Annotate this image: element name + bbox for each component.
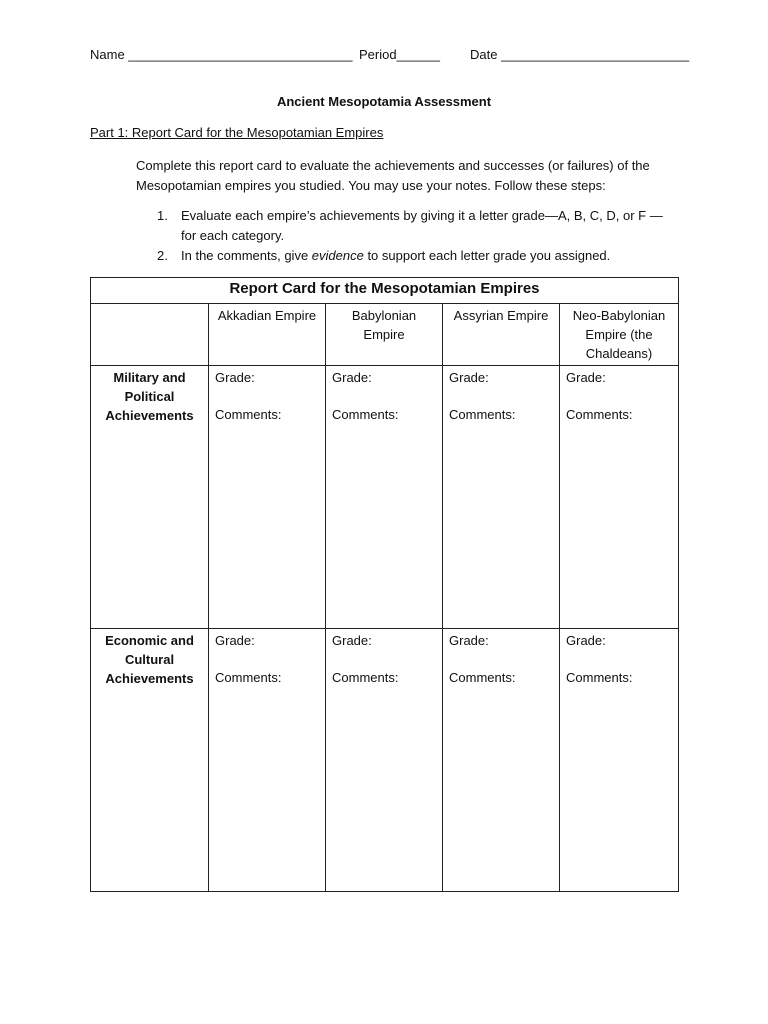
grade-cell[interactable] xyxy=(326,366,443,629)
column-header: Neo-Babylonian Empire (the Chaldeans) xyxy=(560,304,679,366)
column-header: Babylonian Empire xyxy=(326,304,443,366)
report-card-table xyxy=(90,277,679,892)
name-field[interactable]: Name _______________________________ xyxy=(90,47,353,62)
grade-label: Grade: xyxy=(332,370,372,385)
period-field[interactable]: Period______ xyxy=(359,47,440,62)
grade-label: Grade: xyxy=(332,633,372,648)
step-text: In the comments, give xyxy=(181,248,312,263)
grade-cell[interactable] xyxy=(209,366,326,629)
grade-label: Grade: xyxy=(449,370,489,385)
document-title: Ancient Mesopotamia Assessment xyxy=(276,94,492,109)
step-emphasis: evidence xyxy=(311,248,364,263)
step-item xyxy=(157,206,677,246)
grade-label: Grade: xyxy=(566,633,606,648)
comments-label: Comments: xyxy=(449,670,516,685)
table-row xyxy=(91,366,679,629)
part-heading: Part 1: Report Card for the Mesopotamian Empires xyxy=(90,125,384,140)
grade-label: Grade: xyxy=(566,370,606,385)
grade-cell[interactable] xyxy=(560,366,679,629)
step-number: 1. xyxy=(157,208,168,223)
grade-cell[interactable] xyxy=(209,629,326,892)
comments-label: Comments: xyxy=(332,670,399,685)
grade-cell[interactable] xyxy=(443,629,560,892)
comments-label: Comments: xyxy=(566,407,633,422)
comments-label: Comments: xyxy=(215,670,282,685)
grade-label: Grade: xyxy=(215,633,255,648)
row-header: Military and Political Achievements xyxy=(91,366,209,629)
step-text: Evaluate each empire’s achievements by giving it a letter grade—A, B, C, D, or F —for each category. xyxy=(181,208,663,243)
comments-label: Comments: xyxy=(332,407,399,422)
row-header: Economic and Cultural Achievements xyxy=(91,629,209,892)
step-text: to support each letter grade you assigned. xyxy=(363,248,611,263)
comments-label: Comments: xyxy=(449,407,516,422)
step-number: 2. xyxy=(157,248,168,263)
column-header: Akkadian Empire xyxy=(209,304,326,366)
grade-label: Grade: xyxy=(215,370,255,385)
instruction-steps xyxy=(157,206,677,266)
column-header: Assyrian Empire xyxy=(443,304,560,366)
grade-cell[interactable] xyxy=(560,629,679,892)
table-caption: Report Card for the Mesopotamian Empires xyxy=(91,278,679,304)
instructions-paragraph: Complete this report card to evaluate the achievements and successes (or failures) of the Mesopotamian empires you studied. You may use your notes. Follow these steps: xyxy=(136,158,650,193)
step-item xyxy=(157,246,677,266)
grade-cell[interactable] xyxy=(326,629,443,892)
grade-cell[interactable] xyxy=(443,366,560,629)
corner-cell xyxy=(91,304,209,366)
table-row xyxy=(91,629,679,892)
comments-label: Comments: xyxy=(215,407,282,422)
grade-label: Grade: xyxy=(449,633,489,648)
date-field[interactable]: Date __________________________ xyxy=(470,47,690,62)
comments-label: Comments: xyxy=(566,670,633,685)
